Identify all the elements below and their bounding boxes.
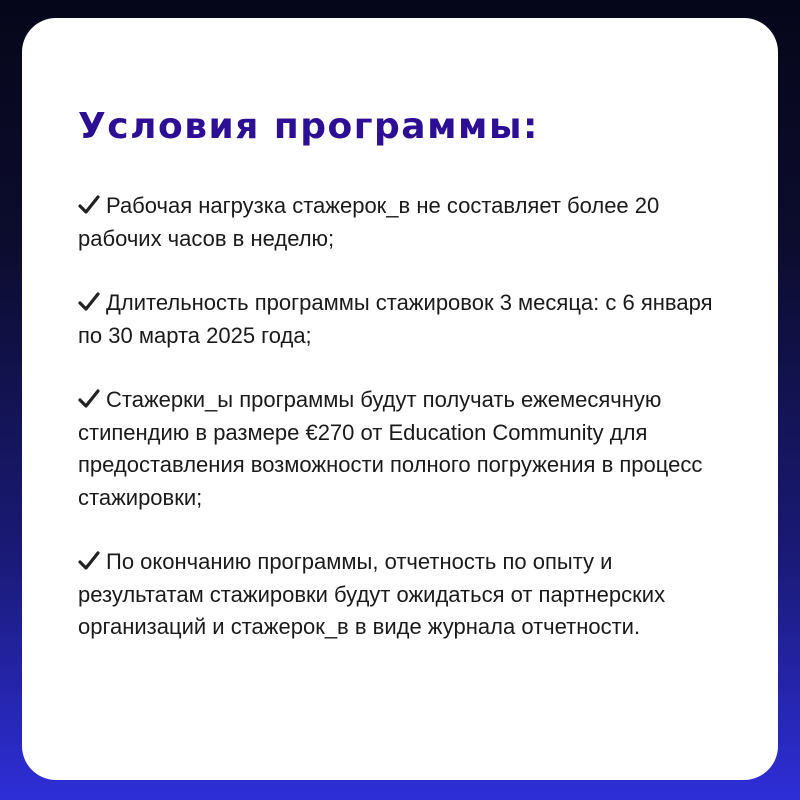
condition-text: По окончанию программы, отчетность по опыту и результатам стажировки будут ожидаться от партнерских организаций и стажерок_в в виде журнала отчетности. [78, 549, 666, 639]
condition-item [78, 287, 738, 352]
condition-text: Рабочая нагрузка стажерок_в не составляет более 20 рабочих часов в неделю; [78, 193, 660, 251]
condition-item [78, 190, 738, 255]
conditions-list [78, 190, 738, 644]
condition-text: Стажерки_ы программы будут получать ежемесячную стипендию в размере €270 от Education Community для предоставления возможности полного погружения в процесс стажировки; [78, 387, 703, 510]
page-title: Условия программы: [78, 106, 539, 147]
conditions-card [22, 18, 778, 780]
condition-item [78, 384, 738, 514]
check-icon [78, 195, 100, 215]
condition-text: Длительность программы стажировок 3 месяца: с 6 января по 30 марта 2025 года; [78, 290, 713, 348]
check-icon [78, 551, 100, 571]
check-icon [78, 389, 100, 409]
check-icon [78, 292, 100, 312]
condition-item [78, 546, 738, 644]
